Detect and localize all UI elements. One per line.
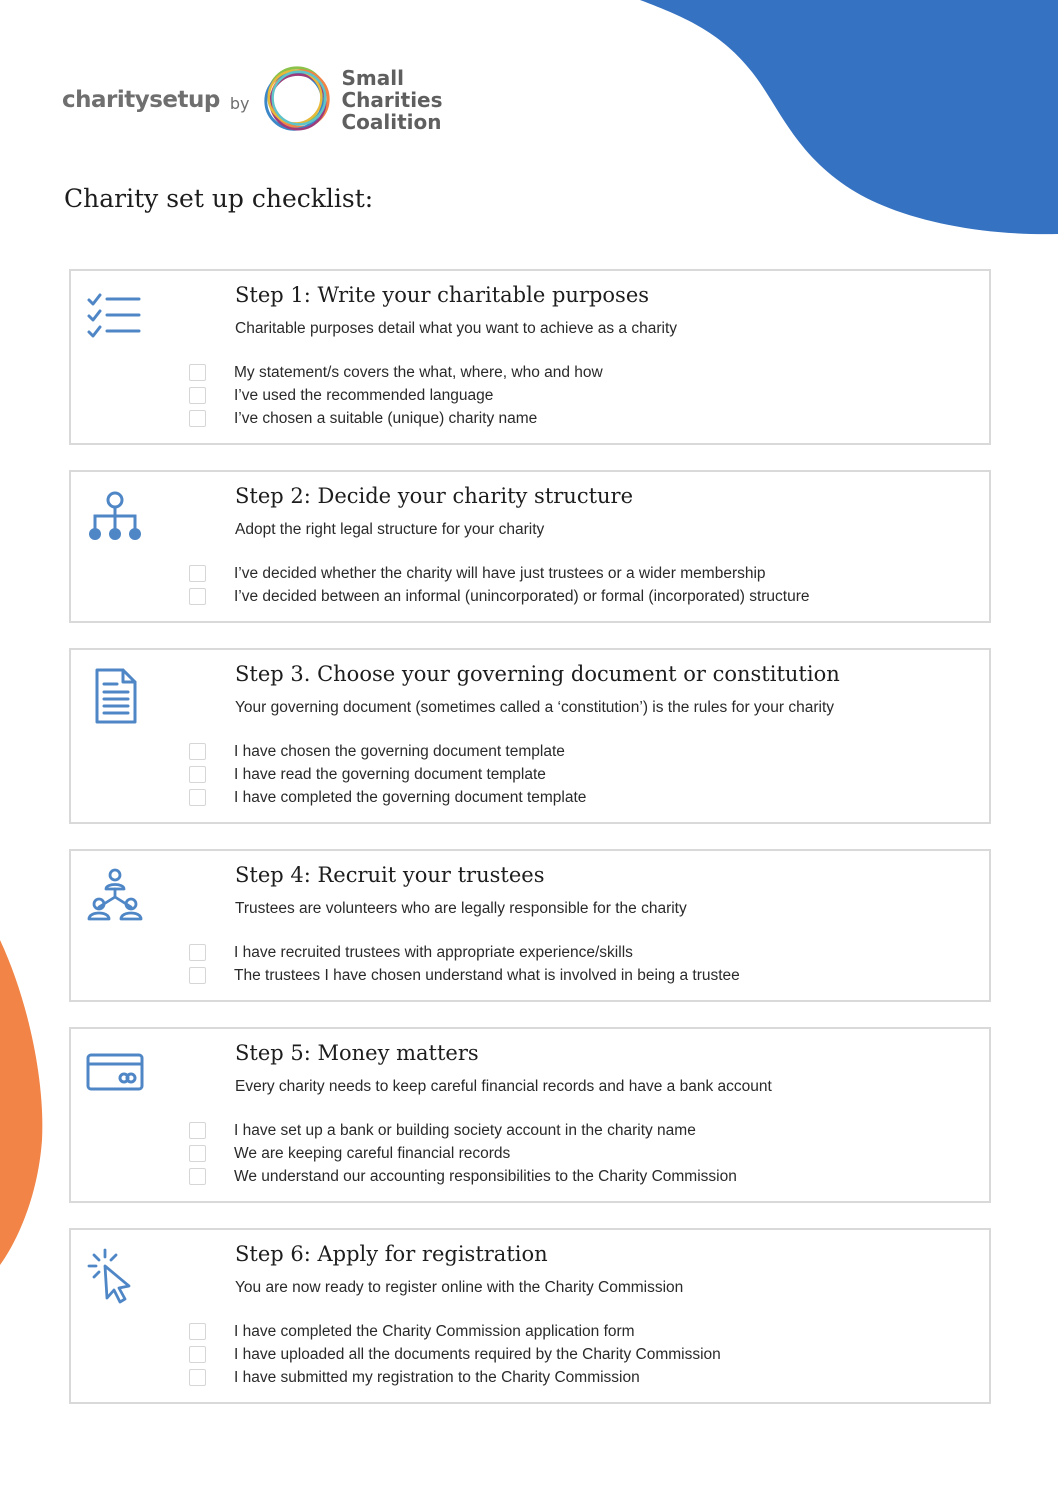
checklist-item	[189, 1343, 721, 1366]
checklist-item-label: I have completed the Charity Commission application form	[234, 1322, 635, 1340]
checkbox[interactable]	[189, 944, 206, 961]
checklist-item-label: I’ve used the recommended language	[234, 386, 494, 404]
checklist	[189, 1119, 737, 1188]
step-card-2	[69, 470, 991, 623]
step-card-4	[69, 849, 991, 1002]
checkbox[interactable]	[189, 1145, 206, 1162]
step-title: Step 6: Apply for registration	[235, 1242, 548, 1266]
checklist-item-label: I’ve chosen a suitable (unique) charity name	[234, 409, 538, 427]
credit-card-icon	[85, 1045, 145, 1105]
checklist-item-label: I have chosen the governing document template	[234, 742, 565, 760]
cursor-click-icon	[85, 1246, 145, 1306]
step-card-3	[69, 648, 991, 824]
checkbox[interactable]	[189, 1168, 206, 1185]
structure-icon	[85, 488, 145, 548]
checkbox[interactable]	[189, 1369, 206, 1386]
checklist-item-label: The trustees I have chosen understand what is involved in being a trustee	[234, 966, 740, 984]
checklist	[189, 1320, 721, 1389]
checklist-item	[189, 964, 740, 987]
checklist	[189, 941, 740, 987]
checkbox[interactable]	[189, 789, 206, 806]
orange-side-shape	[0, 930, 60, 1280]
document-icon	[85, 666, 145, 726]
step-card-5	[69, 1027, 991, 1203]
checkbox[interactable]	[189, 410, 206, 427]
step-title: Step 4: Recruit your trustees	[235, 863, 545, 887]
checkbox[interactable]	[189, 364, 206, 381]
checklist-icon	[85, 287, 145, 347]
checklist-item-label: I have set up a bank or building society account in the charity name	[234, 1121, 696, 1139]
checklist	[189, 562, 810, 608]
checklist-item-label: I have read the governing document template	[234, 765, 546, 783]
checkbox[interactable]	[189, 967, 206, 984]
checklist-item	[189, 361, 603, 384]
coalition-rings-logo	[258, 61, 336, 139]
coalition-line: Coalition	[341, 110, 442, 134]
checkbox[interactable]	[189, 1122, 206, 1139]
charitysetup-logo: charitysetup	[62, 87, 220, 113]
people-hierarchy-icon	[85, 867, 145, 927]
checkbox[interactable]	[189, 1346, 206, 1363]
checkbox[interactable]	[189, 766, 206, 783]
step-description: You are now ready to register online with the Charity Commission	[235, 1279, 684, 1296]
checklist-item	[189, 585, 810, 608]
checklist-item	[189, 1320, 721, 1343]
checklist-item	[189, 1119, 737, 1142]
checklist-item-label: I have uploaded all the documents required by the Charity Commission	[234, 1345, 721, 1363]
checklist	[189, 740, 586, 809]
step-title: Step 3. Choose your governing document or constitution	[235, 662, 840, 686]
step-title: Step 5: Money matters	[235, 1041, 479, 1065]
checklist-item-label: We are keeping careful financial records	[234, 1144, 511, 1162]
checklist-item	[189, 1142, 737, 1165]
step-description: Adopt the right legal structure for your charity	[235, 521, 545, 538]
checklist-item	[189, 1165, 737, 1188]
step-title: Step 1: Write your charitable purposes	[235, 283, 650, 307]
checklist-item	[189, 562, 810, 585]
step-description: Charitable purposes detail what you want to achieve as a charity	[235, 320, 677, 337]
checklist-item	[189, 941, 740, 964]
checkbox[interactable]	[189, 565, 206, 582]
step-card-1	[69, 269, 991, 445]
page-title: Charity set up checklist:	[64, 184, 374, 213]
checklist-item-label: I have recruited trustees with appropriate experience/skills	[234, 943, 633, 961]
checkbox[interactable]	[189, 387, 206, 404]
checklist	[189, 361, 603, 430]
step-title: Step 2: Decide your charity structure	[235, 484, 634, 508]
checklist-item	[189, 407, 603, 430]
checklist-item-label: I’ve decided whether the charity will have just trustees or a wider membership	[234, 564, 766, 582]
checkbox[interactable]	[189, 743, 206, 760]
checklist-item-label: I have completed the governing document template	[234, 788, 587, 806]
small-charities-coalition-name	[342, 67, 443, 133]
checklist-item	[189, 384, 603, 407]
checklist-item	[189, 763, 586, 786]
step-description: Your governing document (sometimes called a ‘constitution’) is the rules for your charity	[235, 699, 835, 716]
checklist-item-label: I have submitted my registration to the Charity Commission	[234, 1368, 640, 1386]
brand-header	[62, 60, 443, 140]
checklist-item-label: We understand our accounting responsibilities to the Charity Commission	[234, 1167, 737, 1185]
step-description: Trustees are volunteers who are legally responsible for the charity	[235, 900, 687, 917]
brand-by-text: by	[229, 93, 250, 113]
checklist-item	[189, 1366, 721, 1389]
checklist-item	[189, 786, 586, 809]
checklist-item	[189, 740, 586, 763]
checklist-item-label: My statement/s covers the what, where, who and how	[234, 363, 603, 381]
coalition-line: Small	[341, 66, 404, 90]
checklist-item-label: I’ve decided between an informal (unincorporated) or formal (incorporated) structure	[234, 587, 810, 605]
step-card-6	[69, 1228, 991, 1404]
checkbox[interactable]	[189, 1323, 206, 1340]
step-description: Every charity needs to keep careful financial records and have a bank account	[235, 1078, 772, 1095]
coalition-line: Charities	[341, 88, 443, 112]
checkbox[interactable]	[189, 588, 206, 605]
